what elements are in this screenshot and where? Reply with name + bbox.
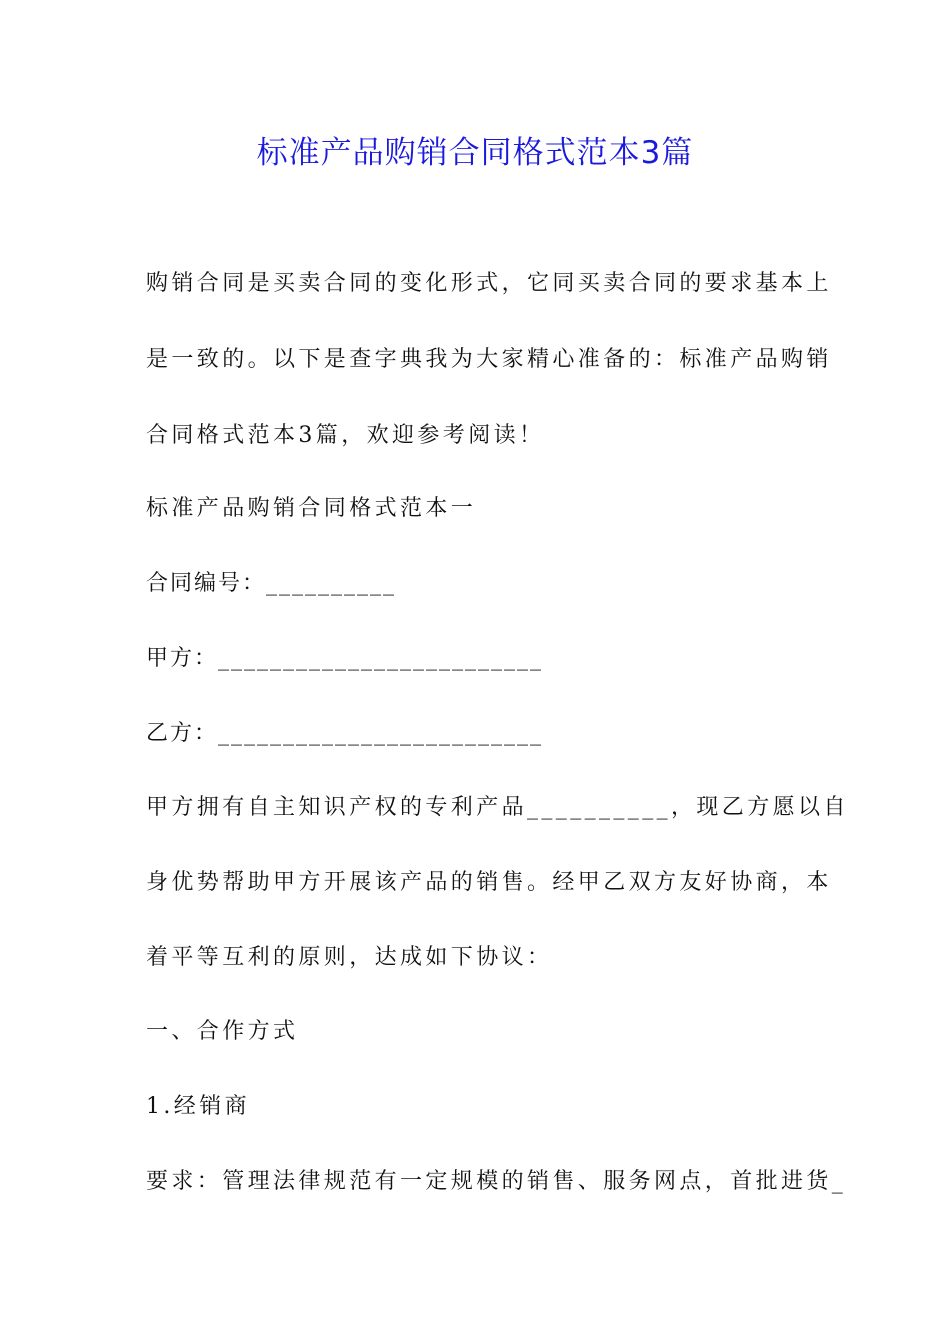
paragraph-line-2: 是一致的。以下是查字典我为大家精心准备的：标准产品购销 bbox=[146, 347, 832, 372]
list-item-distributor: 1.经销商 bbox=[146, 1094, 250, 1119]
party-b-field: 乙方：_________________________ bbox=[146, 721, 544, 746]
paragraph-line-7: 要求：管理法律规范有一定规模的销售、服务网点，首批进货_ bbox=[146, 1169, 847, 1194]
section-heading-2: 一、合作方式 bbox=[146, 1019, 299, 1044]
document-title: 标准产品购销合同格式范本3篇 bbox=[256, 135, 694, 171]
paragraph-line-3: 合同格式范本3篇，欢迎参考阅读！ bbox=[146, 423, 545, 448]
paragraph-line-1: 购销合同是买卖合同的变化形式，它同买卖合同的要求基本上 bbox=[146, 271, 832, 296]
section-heading-1: 标准产品购销合同格式范本一 bbox=[146, 496, 477, 521]
contract-number-field: 合同编号：__________ bbox=[146, 571, 397, 596]
paragraph-line-5: 身优势帮助甲方开展该产品的销售。经甲乙双方友好协商，本 bbox=[146, 870, 832, 895]
party-a-field: 甲方：_________________________ bbox=[146, 646, 544, 671]
paragraph-line-6: 着平等互利的原则，达成如下协议： bbox=[146, 945, 553, 970]
paragraph-line-4: 甲方拥有自主知识产权的专利产品__________，现乙方愿以自 bbox=[146, 795, 849, 820]
